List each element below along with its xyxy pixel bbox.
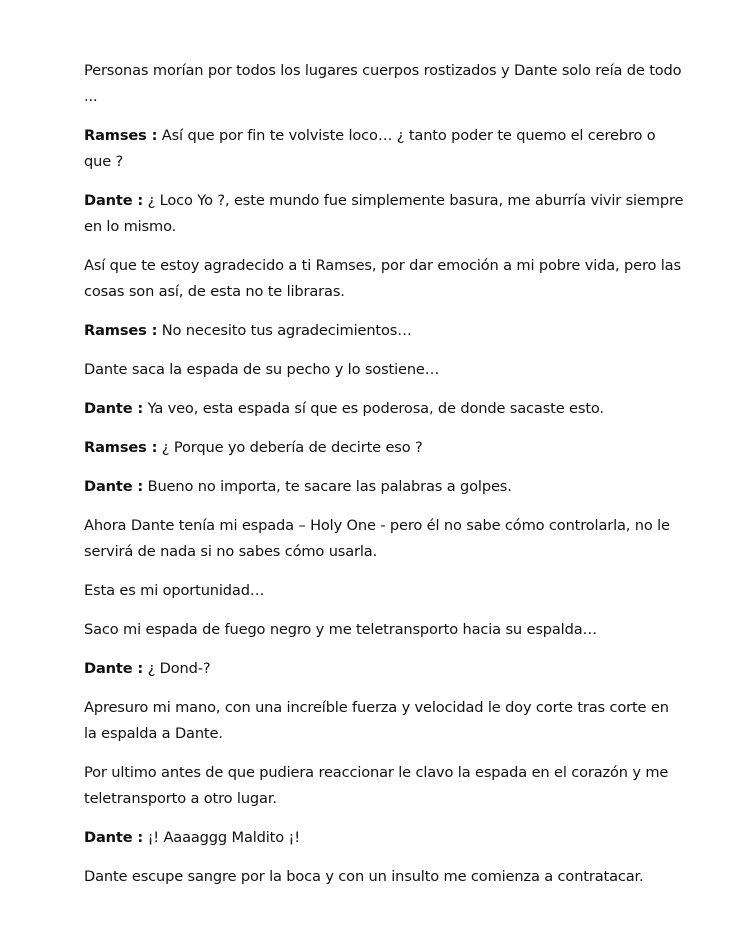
paragraph-text: ¿ Dond-? — [143, 660, 211, 677]
paragraph — [84, 578, 684, 604]
paragraph-text: ¿ Porque yo debería de decirte eso ? — [157, 439, 423, 456]
paragraph-text: Bueno no importa, te sacare las palabras a golpes. — [143, 478, 512, 495]
paragraph-text: Ya veo, esta espada sí que es poderosa, de donde sacaste esto. — [143, 400, 604, 417]
paragraph — [84, 58, 684, 110]
paragraph-text: Personas morían por todos los lugares cuerpos rostizados y Dante solo reía de todo ... — [84, 62, 682, 105]
dialogue-line — [84, 318, 684, 344]
speaker-name: Ramses : — [84, 322, 158, 339]
document-body — [84, 58, 684, 903]
speaker-name: Dante : — [84, 829, 144, 846]
paragraph — [84, 760, 684, 812]
paragraph-text: Dante escupe sangre por la boca y con un insulto me comienza a contratacar. — [84, 868, 644, 885]
paragraph — [84, 695, 684, 747]
paragraph-text: Saco mi espada de fuego negro y me teletransporto hacia su espalda… — [84, 621, 597, 638]
paragraph — [84, 864, 684, 890]
paragraph — [84, 253, 684, 305]
dialogue-line — [84, 396, 684, 422]
paragraph-text: Así que por fin te volviste loco… ¿ tanto poder te quemo el cerebro o que ? — [84, 127, 656, 170]
paragraph-text: Apresuro mi mano, con una increíble fuerza y velocidad le doy corte tras corte en la espalda a Dante. — [84, 699, 669, 742]
paragraph-text: ¿ Loco Yo ?, este mundo fue simplemente basura, me aburría vivir siempre en lo mismo. — [84, 192, 684, 235]
speaker-name: Dante : — [84, 192, 144, 209]
dialogue-line — [84, 825, 684, 851]
speaker-name: Ramses : — [84, 127, 158, 144]
dialogue-line — [84, 474, 684, 500]
speaker-name: Dante : — [84, 660, 144, 677]
paragraph-text: No necesito tus agradecimientos… — [157, 322, 412, 339]
paragraph-text: Esta es mi oportunidad… — [84, 582, 265, 599]
paragraph-text: Así que te estoy agradecido a ti Ramses, por dar emoción a mi pobre vida, pero las cosas son así, de esta no te libraras. — [84, 257, 681, 300]
paragraph-text: Por ultimo antes de que pudiera reaccionar le clavo la espada en el corazón y me teletransporto a otro lugar. — [84, 764, 669, 807]
dialogue-line — [84, 435, 684, 461]
speaker-name: Dante : — [84, 400, 144, 417]
paragraph — [84, 357, 684, 383]
paragraph — [84, 513, 684, 565]
paragraph-text: Dante saca la espada de su pecho y lo sostiene… — [84, 361, 440, 378]
paragraph-text: ¡! Aaaaggg Maldito ¡! — [143, 829, 300, 846]
dialogue-line — [84, 123, 684, 175]
speaker-name: Ramses : — [84, 439, 158, 456]
dialogue-line — [84, 656, 684, 682]
paragraph-text: Ahora Dante tenía mi espada – Holy One - pero él no sabe cómo controlarla, no le servirá de nada si no sabes cómo usarla. — [84, 517, 670, 560]
dialogue-line — [84, 188, 684, 240]
paragraph — [84, 617, 684, 643]
speaker-name: Dante : — [84, 478, 144, 495]
